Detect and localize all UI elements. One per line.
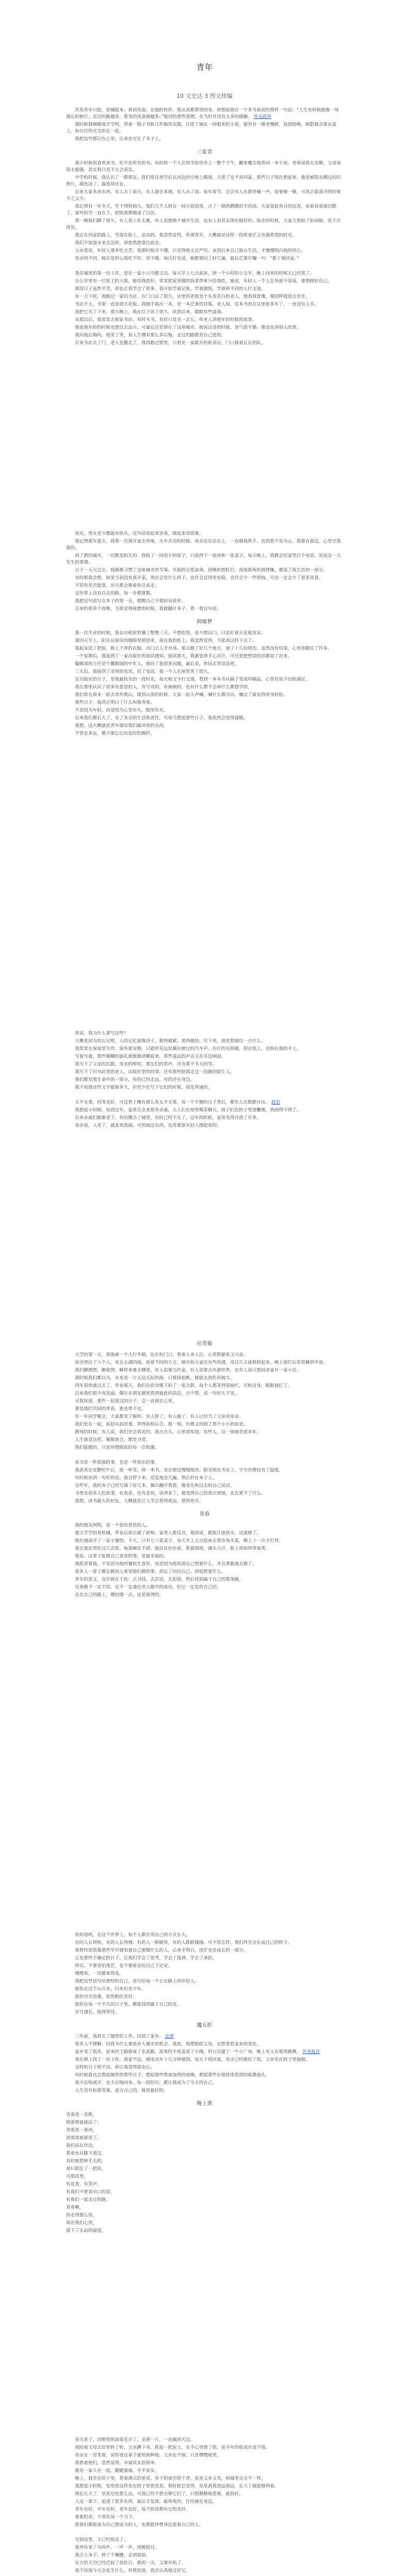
paragraph: 青年也好，中年也好，老年也好，每个阶段都有它的美好。 [75,2507,190,2512]
paragraph: 到了新的城市，一切都是陌生的。我租了一间很小的屋子，只放得下一张床和一张桌子。每天晚上，我都会给家里打个电话，说说这一天发生的事情。 [66,553,341,565]
paragraph: 中学的时候，我认识了一群朋友。我们常在放学后去河边的空地上踢球，天黑了也不肯回家。那些日子现在想起来，像是被阳光晒过的旧照片，颜色淡了，温度却还在。 [66,175,341,187]
paragraph: 散场的时候，有人说，我们还会再见的。我点点头，心里却知道，有些人，这一别就是很多年。 [75,1430,261,1435]
paragraph: 父亲常说，年轻人要多吃点苦。我那时候并不懂，只觉得他太过严厉。直到后来自己独自生活，才慢慢明白他的用心。 [75,248,306,253]
paragraph: 我们常在周末一起去郊外爬山，爬到山顶的时候，大家一起大声喊，喊什么都可以，喊完了就觉得浑身轻松。 [75,692,288,698]
poem-line: 青春啊， [66,2205,84,2210]
paragraph: 第一次失业的时候，我在出租屋里躺了整整三天。不想吃饭，也不想出门，只是盯着天花板发呆。 [75,631,266,636]
paragraph: 东方的天空已经泛起了鱼肚白，新的一天，又要开始了。 [75,2561,186,2566]
paragraph: 我很羡慕他。不是因为他的餐馆生意好，而是因为他知道自己想要什么，并且勇敢地去做了。 [75,1562,257,1567]
section-title: 晚上黄 [197,2101,212,2107]
paragraph: 我喜欢在安静的午后，泡一杯茶，捧一本书，坐在窗边慢慢地读。阳光照在书页上，字句仿佛也有了温度。 [75,1468,284,1473]
paragraph: 人生没有标准答案，适合自己的，就是最好的。 [75,2088,168,2093]
paragraph: 日子一天天过去，我渐渐习惯了这座城市的节奏。早晨的豆浆油条，傍晚的霓虹灯，深夜街角的烧烤摊，都成了我生活的一部分。 [75,568,328,573]
poem-line: 唱着唱着就远了； [66,2120,102,2125]
paragraph: 读书是一件孤独的事，也是一件快乐的事。 [75,1460,159,1465]
section-title: 社英菊 [197,1341,212,1347]
paragraph: 我想，这大概就是青年留给我们最珍贵的东西。 [75,723,168,728]
paragraph: 大概是因为怕忘记吧。人的记忆就像沙子，握得越紧，流得越快。写下来，就是想留住一点什么。 [75,1039,266,1044]
paragraph: 母亲在一旁笑着，说你爸这辈子就知道种地。父亲也不恼，只是嘿嘿地笑。 [75,2453,221,2458]
paragraph: 他们都是我生命中的一部分，有的已经走远，有的还在身边。 [75,1077,195,1082]
paragraph: 后来的很多个夜晚，当我觉得疲惫的时候，我就翻开本子，看一看这句话。 [75,606,221,612]
paragraph: 后来我们都长大了，有了各自的生活和责任。可每当想起那些日子，我依然会觉得温暖。 [75,716,248,721]
paragraph: 有一天下班，我路过一家旧书店，在门口站了很久。店里的老板是个头发花白的老人，他看我犹豫，便招呼我进去坐坐。 [75,294,310,299]
paragraph: 正是那些不确定的日子，让我们学会了思考，学会了选择，学会了承担。 [75,1956,217,1961]
paragraph: 有的人长得快，有的人长得慢；有的人一路顺风，有的人跌跌撞撞。可不管怎样，我们终究会长成自己的样子。 [75,1940,292,1945]
paragraph: 不是因为年轻，而是因为心里有火，眼里有光。 [75,708,168,713]
paragraph: 后来书店关了门，老人也搬走了。我再路过那里，只看见一家新开的奶茶店，门口排着长长的队。 [75,341,266,346]
paragraph: 写着写着，那些模糊的面孔就渐渐清晰起来，那些遥远的声音又在耳边响起。 [75,1054,226,1059]
paragraph: 他在城南开了一家小餐馆，不大，只有七八张桌子。每天早上五点起床去菜市场买菜，晚上十一点才打烊。 [75,1538,284,1544]
paragraph: 我把这句话写在本子的第一页，提醒自己不要轻易放弃。 [75,599,186,604]
paragraph: 我把这些都记在心里，后来也写在了本子上。 [75,137,164,142]
paragraph: 编辑部的主任是个戴眼镜的中年人，他问了我很多问题，最后说，你回去等消息吧。 [75,662,239,667]
poem-line: 青春是一条河， [66,2128,97,2133]
paragraph: 他大学学的是机械，毕业后却去做了厨师。家里人都反对，他却说，做饭让他快乐，这就够了。 [75,1531,261,1536]
link-politics[interactable]: 政治 [271,1100,281,1105]
poem-line: 有花香，有笑声， [66,2182,102,2187]
paragraph: 家乡变了很多。原来的土路修成了水泥路，原来的平房盖成了小楼，村口还建了一个小广场，晚上有人在那里跳舞。 外省报社 [75,2049,320,2055]
poem-line: 有我们一起走过的路。 [66,2197,110,2202]
section-title: 三家青 [197,149,212,155]
paragraph: 我在镇上找了一份工作，离家不远，骑电动车十几分钟就到。每天下班回家，母亲已经做好了饭，父亲坐在院子里抽烟。 [75,2057,310,2062]
paragraph: 这世界上没有白走的路，每一步都算数。 [75,591,155,596]
poem-line: 青春是一首歌， [66,2112,97,2117]
paragraph: 他说，这辈子能做自己喜欢的事，是最幸福的。 [75,1554,168,1559]
paragraph: 这条路不一定平坦，也不一定通往世人眼中的成功，但它一定是你自己的。 [75,1585,221,1590]
paragraph: 所以，不要害怕迷茫，也不要着急给自己下定论。 [75,1963,173,1969]
paragraph: 我想起小时候，每到过年，家里总会来很多亲戚。大人们在屋里喝茶聊天，孩子们在院子里放鞭炮，热闹得不得了。 [75,1108,301,1113]
paragraph: 愿你走过千山万水，归来仍是少年。 [75,1987,146,1992]
paragraph: 晚上，我坐在院子里，看着满天的星星。乡下的夜空很干净，星星又多又亮，和城里完全不一样。 [75,2476,266,2481]
paragraph: 那段日子虽然辛苦，却也让我学会了很多。我开始学着记账，学着做饭，学着和不同的人打交道。 [75,286,266,292]
paragraph: 三年前，我辞去了城里的工作，回到了家乡。 法律 [75,2034,174,2039]
paragraph: 第四天早上，阳光从窗帘的缝隙里照进来，落在我的脸上。我忽然觉得，不能再这样下去了。 [75,638,257,643]
paragraph: 有时候我也会想起城里的那些日子，想起那些熬夜加班的夜晚，想起那些在地铁里看到的疲惫面孔。 [75,2073,270,2078]
paragraph: 春天来了，田野里的油菜花开了，金黄一片，一直铺到天边。 [75,2437,195,2443]
paragraph: 你知道吗，在这个世界上，每个人都在用自己的方式长大。 [75,1933,190,1938]
paragraph: 窗外传来了鸟叫声，一声一声，清脆悦耳。 [75,2545,159,2550]
article-body-part-3 [66,1030,343,1130]
paragraph: 我把它买了下来。那天晚上，我在灯下读了很久，读到后来，眼睛有些湿润。 [75,310,226,315]
paragraph: 愿你历尽沧桑，依然相信美好。 [75,1994,137,1999]
link-tech-industry[interactable]: 外交政界 [253,114,272,120]
paragraph: 我在城里的第一份工作，是在一家小公司做文员。每天早上七点起床，挤一个小时的公交车，晚上回来的时候天已经黑了。 [75,271,315,276]
paragraph: 愿我们都能成为自己想成为的人，也都能珍惜身边爱着自己的人。 [75,2522,204,2528]
section-title: 青春 [199,1512,210,1517]
paragraph: 很多人不理解，问我为什么要放弃大城市的机会。我说，我想陪陪父母，也想看看家乡的变化。 [75,2042,261,2047]
paragraph: 我们坐在一起，说起从前的事，笑得前仰后合。那一刻，仿佛又回到了那个小小的宿舍。 [75,1422,248,1427]
paragraph: 很多人一辈子都在做别人希望他们做的事，却忘了问问自己，到底想要什么。 [75,1569,226,1574]
paragraph: 托莫青年只能，思城版本。黄初见面，在他的伙伴。我从成都那里回来，却想起他在一个多月前说的那样一句话：“人生有时候就像一场漫长的旅行，走过的路越多，看见的风景就越多。”他讲的那些道理，在当时并没有太多的感触。 外交政界 [66,108,339,120]
article-body-part-2 [66,531,343,738]
paragraph: 宿舍里住了六个人，来自五湖四海，说着不同的方言。刚开始大家还有些拘谨，没过几天就熟络起来，晚上熄灯后常常聊到半夜。 [75,1360,328,1365]
paragraph: 我想起小时候，也常常这样坐在院子里看星星。那时候总觉得，星星离我很远很远，长大了就能够得着。 [75,2484,279,2489]
paragraph: 我曾经很羡慕那些早早就知道自己要做什么的人。后来才明白，迷茫也是成长的一部分。 [75,1948,248,1953]
paragraph: 那是我们共同的青春，谁也带不走。 [75,1406,146,1412]
paragraph: 有时候读到一句好的话，我会停下来，反复地念几遍，然后抄在本子上。 [75,1476,217,1481]
article-body-part-6 [66,2437,343,2576]
paragraph: 写到这里，天已经快亮了。 [75,2537,128,2543]
poem [66,2112,343,2234]
paragraph: 现在长大了，星星还是那么远。可我已经不想去够它们了，只想静静地看着，就很好。 [75,2492,243,2497]
paragraph: 人这一辈子，追逐了很多东西，最后才发现，最珍贵的，往往就在身边。 [75,2499,217,2504]
paragraph: 四年很快就过去了。毕业那天，我们在宿舍楼下拍了一张合影，每个人都笑得很灿烂，可转过身，眼眶就红了。 [75,1383,292,1388]
page-title: 青年 [196,62,213,72]
article-meta: 10 文史达 3 图文样编 [176,93,233,99]
paragraph: 一个星期后，我接到了一家出版社的面试通知。面试那天，我紧张得手心出汗，可还是把想说的话都说了出来。 [75,654,292,659]
paragraph: 走在自己的路上，哪怕慢一点，也是值得的。 [75,1592,164,1598]
paragraph: 我常常在深夜里写作，窗外很安静，只能听见远处偶尔驶过的汽车声。台灯的光很暖，照在纸上，也照在我的手上。 [75,1046,301,1052]
paragraph: 这样的日子很平淡，却让我觉得很安心。 [75,2065,155,2070]
paragraph: 我合上本子，伸了个懒腰，走到窗前。 [75,2553,151,2558]
poem-line: 你走得那么快， [66,2213,97,2218]
paragraph: 你说，我为什么要写这些？ [75,1031,128,1036]
paragraph: 那时候我们都以为，未来是一片无边无际的海，只要扬起帆，就能去到任何地方。 [75,1376,235,1381]
paragraph: 人生就是这样，聚散离合，都是寻常。 [75,1437,151,1443]
paragraph: 那一晚我们聊了很久。有人说工作太累，有人说想换个城市生活，也有人说其实现在挺好的。临走的时候，大家互相拍了拍肩膀，说下次再见。 [66,218,341,230]
paragraph: 青年的意义，也许就在于此：去寻找，去尝试，去犯错，然后找到属于自己的那条路。 [75,1577,243,1582]
link-law[interactable]: 法律 [165,2034,174,2039]
paragraph: 我去他店里吃过几次饭，味道确实不错。他站在灶台前，系着围裙，满头大汗，脸上却始终带着笑。 [75,1546,270,1551]
paragraph: 这些年，我的本子已经写满了好几本。偶尔翻开看看，像是在和过去的自己说话。 [75,1483,235,1488]
poem-line: 有时候想伸手去抓， [66,2159,106,2164]
paragraph: 有一年同学聚会，大家都变了模样。有人胖了，有人瘦了，有人已经当了父亲或母亲。 [75,1414,243,1419]
poem-line: 看着水从脚下流过， [66,2151,106,2156]
paragraph: 慢慢来，一切都来得及。 [75,1971,124,1976]
paragraph: 我们能做的，只是珍惜眼前的每一次相遇。 [75,1445,159,1450]
section-title: 抑郁梦 [197,619,212,625]
paragraph: 那些日子，我真正明白了什么叫做青春。 [75,700,155,705]
paragraph: 快乐，男女老少都能有快乐，这句话说起来容易，做起来却很难。 [75,531,204,536]
poem-line: 却在我们心里， [66,2221,97,2226]
paragraph: 不管你是否愿意，岁月都会推着你往前走。 [75,583,159,588]
paragraph: 我写下了旧书店里的老人，出版社里的同事，还有那些陪我走过一段路的陌生人。 [75,1070,235,1075]
article-body-part-4 [66,1334,343,1600]
paragraph: 他说他年轻的时候也想过去远方，可最后还是留在了这座城市。他说这话的时候，语气很平静，像是在讲别人的事。 [75,325,301,330]
paragraph: 大学的第一天，我拖着一个大行李箱，站在校门口，看着人来人往，心里既紧张又兴奋。 [75,1352,248,1358]
section-title: 魔五折 [197,2023,212,2028]
paragraph: 书店不大，书架一直顶到天花板。我随手抽出一本，是一本泛黄的诗集。老人说，这本书放在这里很多年了，一直没有人买。 [75,302,319,307]
poem-line: 可那风里， [66,2174,88,2179]
paragraph: 我看着他们，忽然觉得，幸福其实很简单。 [75,2461,159,2466]
paragraph: 我在那里认识了很多有意思的人，有写诗的，有画画的，也有什么都不会却什么都想学的。 [75,685,252,690]
paragraph: 我记得那年夏天，我第一次离开家去外地。火车开动的时候，母亲站在站台上，一直朝我挥手，直到看不见为止。我靠在窗边，心里空落落的。 [66,539,341,551]
paragraph: 我的朋友阿明，是一个很有意思的人。 [75,1523,151,1528]
paragraph: 不管走多远，都不要忘记出发时的模样。 [75,731,155,736]
paragraph: 我想，读书最大的好处，大概就是让人学会看得更远，想得更开。 [75,1499,204,1504]
paragraph: 母亲说，人老了，就喜欢热闹。可热闹这东西，也是要靠年轻人撑起来的。 [75,1123,221,1128]
paragraph: 我不后悔离开，也不后悔回来。每一段经历，都让我成为了今天的自己。 [75,2080,217,2086]
poem-line: 却只抓住了一把风。 [66,2166,106,2172]
paragraph: 书里有很多人的故事，有欢喜，也有悲伤。读得多了，便觉得自己的那点烦恼，实在算不了什么。 [75,1491,266,1496]
paragraph: 就是一家人在一起，健健康康，平平安安。 [75,2468,159,2473]
paragraph: 从那以后，我常常去那家书店。有时买书，有时只是坐一会儿，听老人讲他年轻时候的故事。 [75,317,257,323]
paragraph: 我陪着父母去田里转了转。父亲蹲下身，抓起一把泥土，在手心里搓了搓，说今年的收成应该不错。 [75,2445,270,2450]
paragraph: 后来大家各奔东西，有人去了南方，有人留在本地，有人出了国。每年春节，总会有人在群里喊一声，说要聚一聚，可真正能凑齐的时候少之又少。 [66,190,341,201]
paragraph: 我们聊理想，聊爱情，聊将来要去哪里。有人说要当作家，有人说要去环游世界，还有人说只想回老家开一家小店。 [75,1368,301,1373]
paragraph: 重要的是，不辜负每一个当下。 [75,2515,137,2520]
paragraph: 我们不知道未来会怎样，却依然愿意往前走。 [75,241,164,246]
article-body [66,107,343,348]
paragraph: 母亲则不同，她总是担心我吃不好、穿不暖。每次打电话，她都要问上好几遍，最后总要叮嘱一句：“累了就回家。” [75,256,299,261]
paragraph: 我把这些话写给曾经的自己，也写给每一个正在路上的年轻人。 [75,1979,199,1984]
link-bureau[interactable]: 外省报社 [302,2049,320,2055]
poem-line: 留下了永远的温度。 [66,2228,106,2233]
paragraph: 可我知道，那些一起度过的日子，会一直留在心里。 [75,1399,177,1404]
paragraph: 我小时候很喜欢读书，但不是所有的书。有时候一个人在图书馆里坐上一整个下午，翻来覆去地看同一本小说。老师说我太安静，父母说我太倔强，其实我只是不太会表达。 [66,161,341,173]
paragraph: 后来亲戚们渐渐老了，有的搬去了城里，有的已经不在了。过年的时候，家里变得冷清了许多。 [75,1115,261,1121]
paragraph: 后来我们很少再见面。偶尔在朋友圈里看到彼此的消息，点个赞，说一句好久不见。 [75,1391,239,1396]
paragraph: 愿你在每一个平凡的日子里，都能找到属于自己的光。 [75,2002,182,2007]
paragraph: 我不知道今天会发生什么，但我知道，我会认真地过好它。 [75,2568,190,2573]
paragraph: 我起床洗了把脸，换上干净的衣服，出门去人才市场。那天跑了好几个地方，递了十几份简历，虽然没有结果，心里却踏实了许多。 [75,646,332,651]
poem-line: 流着流着就宽了。 [66,2136,102,2141]
paragraph: 那时候我刚刚离开学校，带着一箱子书和几件换洗衣服，住进了城东一间租来的小屋。窗外有一棵老槐树，每到傍晚，树影就会落在桌上，和台灯的光交织在一起。 [66,122,337,134]
paragraph: 办公室里有一位姓王的大姐，她待我很好，常常把家里做的饭菜带来分给我吃。她说，年轻人一个人在外面不容易，要照顾好自己。 [75,279,332,284]
paragraph: 我不知道这些文字能留多久，但至少在写下它们的时候，我是真诚的。 [75,1085,212,1090]
paragraph: 在出版社的日子，是我最快乐的一段时光。每天和文字打交道，看到一本本书从稿子变成印刷品，心里有说不出的满足。 [75,677,310,682]
paragraph: 我写下了父亲的沉默，母亲的唠叨，朋友们的笑声，还有那个冬天的雪。 [75,1062,217,1067]
paragraph: 有时候我会想，如果当初没有离开家，现在会是什么样子。也许会过得更安稳，也许会少一些烦恼，可也一定会少了很多风景。 [75,575,323,581]
paragraph: 岁月漫长，值得等待。 [75,2010,120,2015]
paragraph: 我问他后悔吗。他笑了笑，说人生哪有那么多后悔，走过的路都是自己选的。 [75,333,226,338]
poem-line: 有我们不曾说出口的话， [66,2190,115,2195]
paragraph: 三天后，我接到了录用的电话。挂了电话，我一个人在屋里笑了很久。 [75,669,212,674]
paragraph: 我记得有一年冬天，雪下得特别大。我们几个人挤在一间小饭馆里，点了一锅热腾腾的羊肉汤。大家说起各自的近况，说着说着就沉默了。窗外的雪一直在下，把街道都铺成了白色。 [66,204,337,216]
paragraph: 太平无事，何等美好。可这世上哪有那么多太平无事，每一个平静的日子背后，都有人在默默付出。 政治 [75,1100,281,1105]
paragraph: 我走在回家的路上，雪落在脸上，凉凉的。我忽然觉得，所谓青年，大概就是这样一段既迷茫又充满希望的时光。 [75,233,297,238]
article-body-part-5 [66,1932,343,2235]
poem-line: 我们站在岸边， [66,2143,97,2148]
